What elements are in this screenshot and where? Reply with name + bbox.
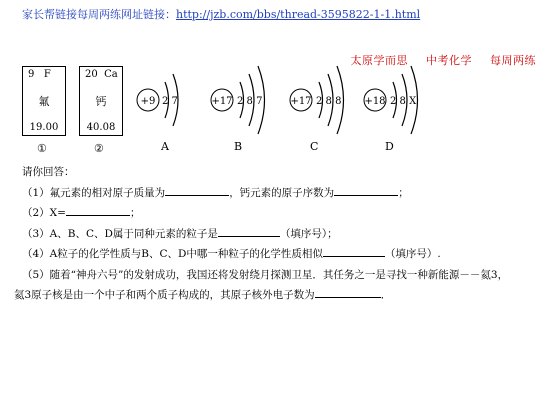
atom-diagram-d — [358, 58, 440, 138]
answer-blank[interactable] — [66, 204, 130, 216]
header — [22, 6, 420, 22]
electron-shells: 2 8 7 — [237, 96, 263, 107]
answer-blank[interactable] — [334, 184, 398, 196]
question-block — [14, 162, 509, 306]
question-2: （2）X= ； — [22, 203, 508, 224]
answer-blank[interactable] — [315, 286, 381, 298]
atom-label-b: B — [234, 140, 243, 153]
atomic-number: 20 — [85, 69, 98, 80]
element-name: 钙 — [95, 95, 107, 108]
questions-intro: 请你回答： — [22, 166, 75, 178]
electron-shells: 2 8 8 — [316, 96, 342, 107]
electron-shells: 2 8 X — [390, 96, 417, 107]
nucleus-charge: +9 — [140, 96, 156, 107]
atomic-mass: 40.08 — [86, 122, 116, 133]
card-index-2: ② — [94, 142, 104, 155]
card-index-1: ① — [37, 142, 47, 155]
atomic-number: 9 — [28, 69, 35, 80]
element-symbol: F — [43, 69, 51, 80]
answer-blank[interactable] — [218, 225, 280, 237]
atomic-mass: 19.00 — [29, 122, 59, 133]
atom-label-d: D — [385, 140, 394, 153]
question-3: （3）A、B、C、D属于同种元素的粒子是 （填序号）； — [22, 224, 508, 245]
electron-shells: 2 7 — [162, 96, 178, 107]
element-name: 氟 — [38, 95, 50, 108]
question-1: （1）氟元素的相对原子质量为 ，钙元素的原子序数为 ； — [22, 183, 508, 204]
atom-label-a: A — [161, 140, 169, 153]
question-5-line-1: （5）随着“神舟六号”的发射成功，我国还将发射绕月探测卫星．其任务之一是寻找一种新能源－－氦3， — [22, 268, 509, 281]
brand-item-1: 太原学而思 — [350, 54, 408, 67]
nucleus-charge: +18 — [364, 96, 386, 107]
thread-link[interactable]: http://jzb.com/bbs/thread-3595822-1-1.html — [176, 8, 421, 21]
brand-item-2: 中考化学 — [426, 54, 472, 67]
element-card-fluorine — [22, 66, 66, 136]
question-4: （4）A粒子的化学性质与B、C、D中哪一种粒子的化学性质相似 （填序号）. — [22, 244, 508, 265]
nucleus-charge: +17 — [211, 96, 233, 107]
answer-blank[interactable] — [165, 184, 229, 196]
nucleus-charge: +17 — [290, 96, 312, 107]
atom-diagram-b — [205, 58, 281, 138]
header-label: 家长帮链接每周两练网址链接： — [22, 8, 176, 21]
atom-label-c: C — [310, 140, 319, 153]
element-symbol: Ca — [104, 69, 118, 80]
question-5-line-2: 氦3原子核是由一个中子和两个质子构成的，其原子核外电子数为 ． — [14, 285, 508, 306]
atom-diagram-c — [284, 58, 360, 138]
brand-item-3: 每周两练 — [490, 54, 536, 67]
answer-blank[interactable] — [323, 245, 385, 257]
atom-diagram-a — [132, 62, 194, 136]
element-card-calcium — [79, 66, 123, 136]
